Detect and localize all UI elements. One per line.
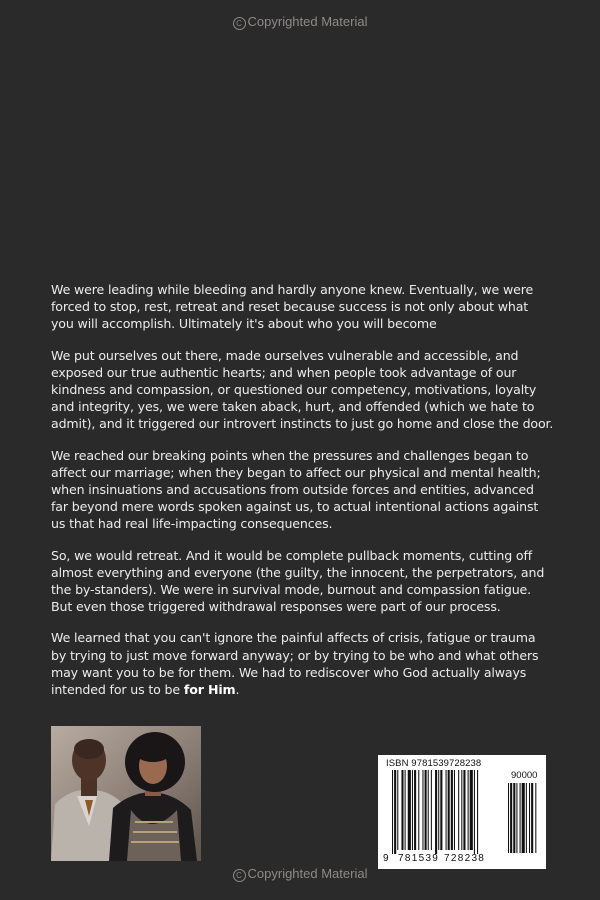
barcode-bar <box>448 770 450 850</box>
blurb-paragraph-4: So, we would retreat. And it would be complete pullback moments, cutting off almost everything and everyone (the guilty, the innocent, the perpetrators, and the by-standers). We were in survival mode, burnout and compassion fatigue. But even those triggered withdrawal responses were part of our process. <box>51 547 545 615</box>
author-photo <box>51 726 201 861</box>
barcode-bar <box>422 770 423 850</box>
price-barcode-bar <box>529 783 530 853</box>
watermark-text-bottom: Copyrighted Material <box>247 866 368 881</box>
author-photo-illustration <box>51 726 201 861</box>
blurb-paragraph-5 <box>51 629 554 698</box>
barcode-bar <box>412 770 413 850</box>
barcode-bar <box>454 770 455 850</box>
barcode-bar <box>418 770 419 850</box>
barcode-bar <box>428 770 429 850</box>
copyright-icon: C <box>233 869 246 882</box>
barcode-bar <box>394 770 396 854</box>
barcode-bar <box>446 770 447 850</box>
copyright-watermark-top <box>0 14 600 30</box>
copyright-icon: C <box>233 17 246 30</box>
isbn-label: ISBN 9781539728238 <box>386 758 482 769</box>
barcode-bar <box>474 770 475 854</box>
barcode-bar <box>451 770 453 850</box>
barcode-bar <box>414 770 416 850</box>
price-barcode-bar <box>513 783 515 853</box>
blurb-paragraph-3: We reached our breaking points when the pressures and challenges began to affect our marriage; when they began to affect our physical and mental health; when insinuations and accusations from outside forces and entities, advanced far beyond mere words spoken against us, to actual intentional actions against us that had real life-impacting consequences. <box>51 447 541 532</box>
price-barcode-bar <box>520 783 521 853</box>
barcode-bar <box>463 770 465 850</box>
blurb-paragraph-2: We put ourselves out there, made ourselves vulnerable and accessible, and exposed our true authentic hearts; and when people took advantage of our kindness and compassion, or questioned our competency, motivations, loyalty and integrity, yes, we were taken aback, hurt, and offended (which we hate to admit), and it triggered our introvert instincts to just go home and close the door. <box>51 347 554 432</box>
barcode-bar <box>458 770 459 850</box>
barcode-digits-right: 728238 <box>444 853 486 864</box>
price-barcode-bar <box>531 783 533 853</box>
isbn-barcode <box>378 755 546 869</box>
barcode-bar <box>425 770 427 850</box>
barcode-bar <box>470 770 473 850</box>
price-barcode-bar <box>522 783 525 853</box>
barcode-bar <box>431 770 432 850</box>
barcode-bar <box>392 770 393 854</box>
back-cover-blurb <box>51 281 554 712</box>
price-barcode-bar <box>510 783 512 853</box>
barcode-bar <box>408 770 411 850</box>
barcode-bar <box>461 770 462 850</box>
price-barcode-bar <box>508 783 509 853</box>
blurb-paragraph-5-text: We learned that you can't ignore the painful affects of crisis, fatigue or trauma by trying to just move forward anyway; or by trying to be who and what others may want you to be for them. We had to rediscover who God actually always intended for us to be <box>51 630 539 698</box>
barcode-bar <box>438 770 439 850</box>
watermark-text-top: Copyrighted Material <box>247 14 368 29</box>
blurb-paragraph-1: We were leading while bleeding and hardly anyone knew. Eventually, we were forced to stop, rest, retreat and reset because success is not only about what you will accomplish. Ultimately it's about who you will become <box>51 282 534 332</box>
price-barcode-bar <box>516 783 517 853</box>
price-barcode-bar <box>535 783 536 853</box>
barcode-bar <box>401 770 403 850</box>
barcode-bar <box>468 770 469 850</box>
barcode-bar <box>477 770 478 854</box>
blurb-emphasis: for Him <box>183 682 236 698</box>
barcode-digit-lead: 9 <box>383 853 390 864</box>
barcode-digits-left: 781539 <box>398 853 440 864</box>
price-code: 90000 <box>511 770 538 781</box>
barcode-bar <box>435 770 437 854</box>
barcode-bar <box>397 770 398 850</box>
barcode-bar <box>440 770 442 850</box>
copyright-watermark-bottom <box>0 866 600 882</box>
barcode-bar <box>405 770 406 850</box>
barcode-bars <box>378 755 546 869</box>
price-barcode-bar <box>526 783 527 853</box>
blurb-paragraph-5-tail: . <box>235 682 240 698</box>
